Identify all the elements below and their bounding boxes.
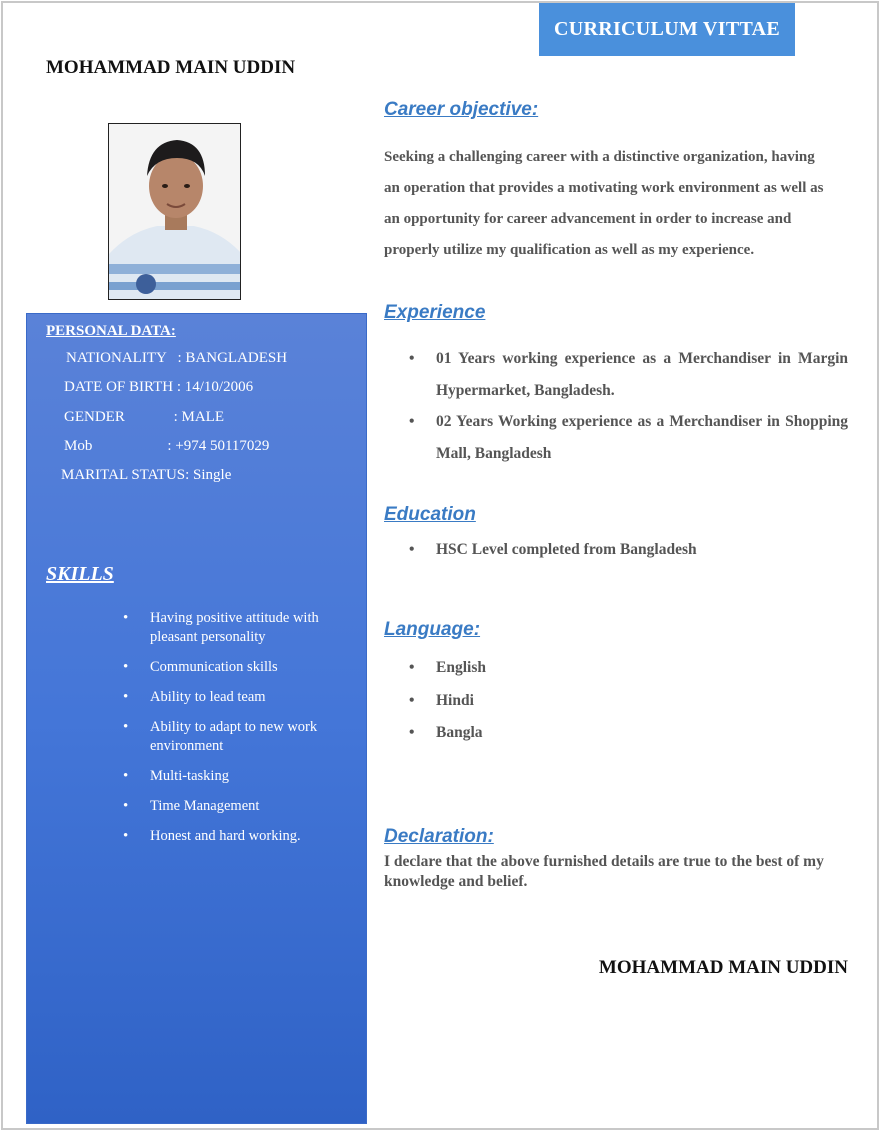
language-list	[384, 652, 684, 750]
personal-date-of-birth: DATE OF BIRTH : 14/10/2006	[64, 379, 254, 395]
personal-nationality: NATIONALITY : BANGLADESH	[66, 350, 288, 366]
declaration-heading: Declaration:	[384, 826, 494, 847]
skill-item: • Multi-tasking	[123, 767, 353, 786]
skill-item: • Having positive attitude with pleasant personality	[123, 609, 353, 647]
experience-item: • 01 Years working experience as a Merchandiser in Margin Hypermarket, Bangladesh.	[384, 343, 848, 406]
experience-list	[384, 343, 848, 469]
skills-list	[123, 609, 353, 857]
skill-item: • Honest and hard working.	[123, 827, 353, 846]
skill-item: • Ability to adapt to new work environment	[123, 718, 353, 756]
career-objective-text: Seeking a challenging career with a distinctive organization, having an operation that provides a motivating work environment as well as an opportunity for career advancement in order to increase and properly utilize my qualification as well as my experience.	[384, 149, 824, 258]
personal-marital-status: MARITAL STATUS: Single	[61, 467, 232, 483]
cv-title-banner: CURRICULUM VITTAE	[539, 3, 795, 56]
language-heading: Language:	[384, 619, 481, 640]
education-heading: Education	[384, 504, 476, 525]
personal-mobile: Mob : +974 50117029	[64, 438, 270, 454]
skill-item: • Time Management	[123, 797, 353, 816]
profile-photo	[108, 123, 241, 300]
language-item: • Bangla	[384, 717, 684, 750]
candidate-name-header: MOHAMMAD MAIN UDDIN	[46, 57, 296, 78]
language-item: • Hindi	[384, 685, 684, 718]
personal-data-title: PERSONAL DATA:	[46, 323, 176, 339]
education-list	[384, 536, 848, 564]
education-item: • HSC Level completed from Bangladesh	[384, 536, 848, 564]
career-objective-heading: Career objective:	[384, 99, 539, 120]
declaration-text: I declare that the above furnished details are true to the best of my knowledge and belief.	[384, 853, 824, 890]
profile-photo-illustration	[109, 124, 241, 300]
signature-name: MOHAMMAD MAIN UDDIN	[598, 957, 848, 978]
sidebar-panel	[26, 313, 367, 1124]
skill-item: • Communication skills	[123, 658, 353, 677]
experience-heading: Experience	[384, 302, 486, 323]
language-item: • English	[384, 652, 684, 685]
personal-gender: GENDER : MALE	[64, 409, 224, 425]
skills-title: SKILLS	[46, 563, 114, 585]
experience-item: • 02 Years Working experience as a Merchandiser in Shopping Mall, Bangladesh	[384, 406, 848, 469]
skill-item: • Ability to lead team	[123, 688, 353, 707]
